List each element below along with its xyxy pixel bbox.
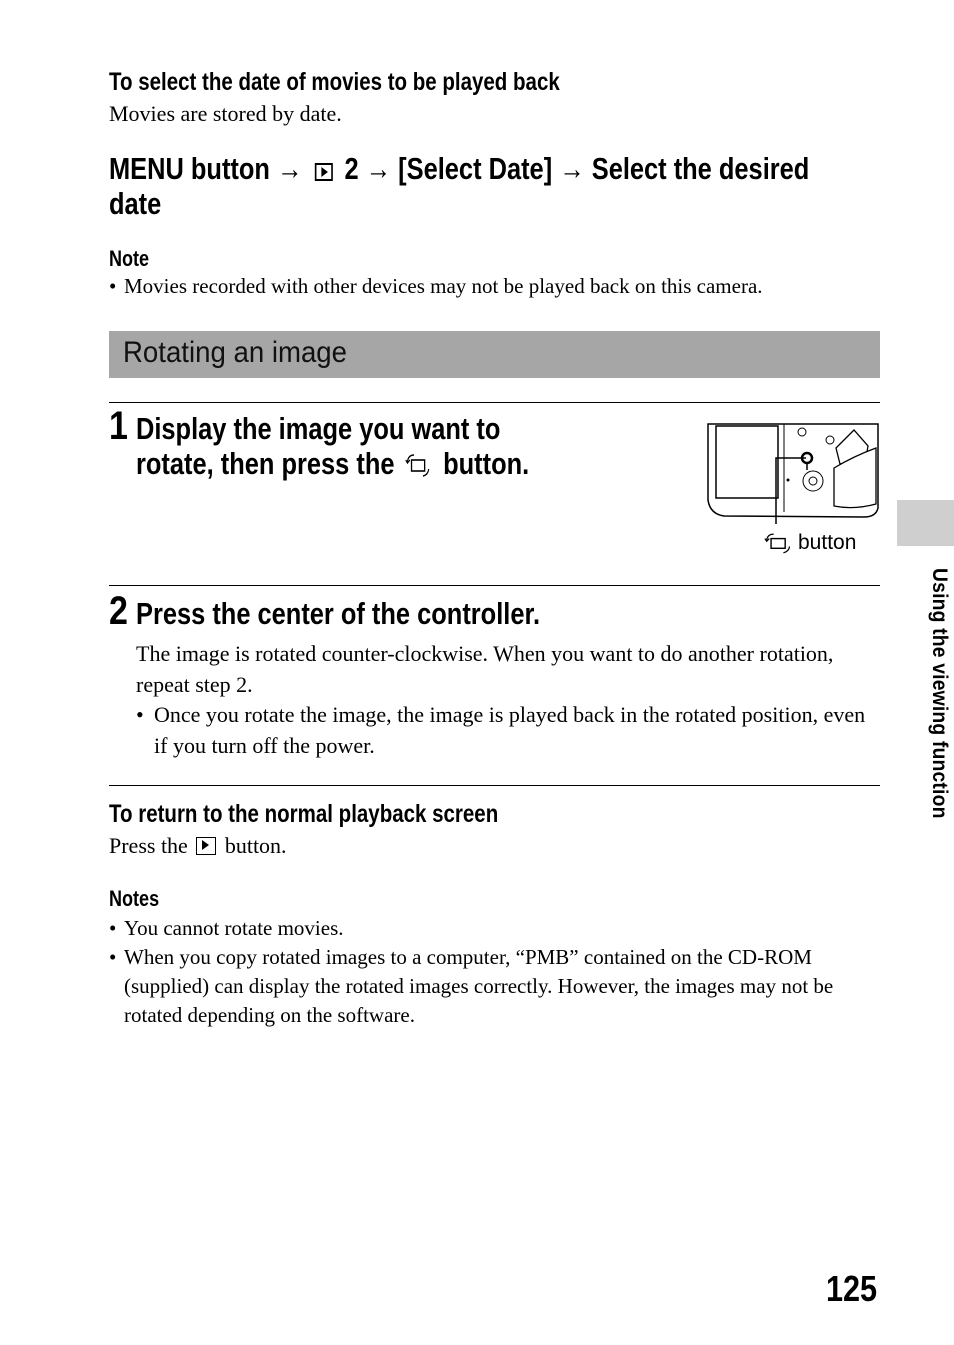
divider: [109, 402, 880, 403]
step1-line2a: rotate, then press the: [136, 446, 395, 481]
side-tab-label: Using the viewing function: [928, 568, 951, 819]
note-item: • You cannot rotate movies.: [109, 914, 880, 943]
note-list: [109, 274, 880, 299]
menu-path-part2: 2: [344, 151, 359, 186]
right-arrow-icon: →: [559, 151, 585, 186]
movies-body: Movies are stored by date.: [109, 101, 342, 126]
notes-heading: Notes: [109, 886, 160, 911]
step2-bullets: [136, 699, 880, 761]
note-item: • Movies recorded with other devices may not be played back on this camera.: [109, 274, 880, 299]
divider: [109, 785, 880, 786]
section-title: Rotating an image: [123, 336, 348, 369]
menu-path-part1: MENU button: [109, 151, 270, 186]
menu-path-part5: date: [109, 186, 162, 221]
figure-label-text: button: [798, 531, 857, 554]
menu-path-part3: [Select Date]: [398, 151, 553, 186]
menu-path-part4: Select the desired: [591, 151, 810, 186]
step-number: 2: [109, 589, 128, 633]
figure-label: [764, 531, 856, 555]
step2-heading: Press the center of the controller.: [136, 596, 541, 631]
rotate-icon: [764, 531, 794, 555]
playback-icon: [196, 837, 216, 855]
section-header: [109, 331, 880, 378]
playback-icon: [314, 163, 332, 181]
return-body-before: Press the: [109, 833, 188, 858]
right-arrow-icon: →: [277, 151, 303, 186]
return-heading: To return to the normal playback screen: [109, 800, 499, 828]
step1-line1: Display the image you want to: [136, 411, 501, 446]
camera-illustration: [704, 420, 880, 525]
notes-list: [109, 914, 880, 1030]
step-number: 1: [109, 404, 128, 448]
step2-body: The image is rotated counter-clockwise. When you want to do another rotation, repeat step 2.: [136, 641, 834, 697]
right-arrow-icon: →: [365, 151, 392, 186]
divider: [109, 585, 880, 586]
step1-text: [136, 411, 529, 481]
page-number: 125: [826, 1268, 878, 1309]
step2-bullet: • Once you rotate the image, the image is played back in the rotated position, even if you turn off the power.: [136, 699, 880, 761]
note-heading: Note: [109, 246, 150, 271]
note-item: • When you copy rotated images to a computer, “PMB” contained on the CD-ROM (supplied) can display the rotated images correctly. However, the images may not be rotated depending on the software.: [109, 943, 880, 1030]
rotate-icon: [405, 452, 433, 478]
return-body: [109, 833, 287, 859]
return-body-after: button.: [224, 833, 287, 858]
step1-line2b: button.: [443, 446, 530, 481]
movies-heading: To select the date of movies to be played back: [109, 68, 560, 96]
menu-path: [109, 151, 809, 221]
side-tab-marker: [897, 500, 954, 546]
